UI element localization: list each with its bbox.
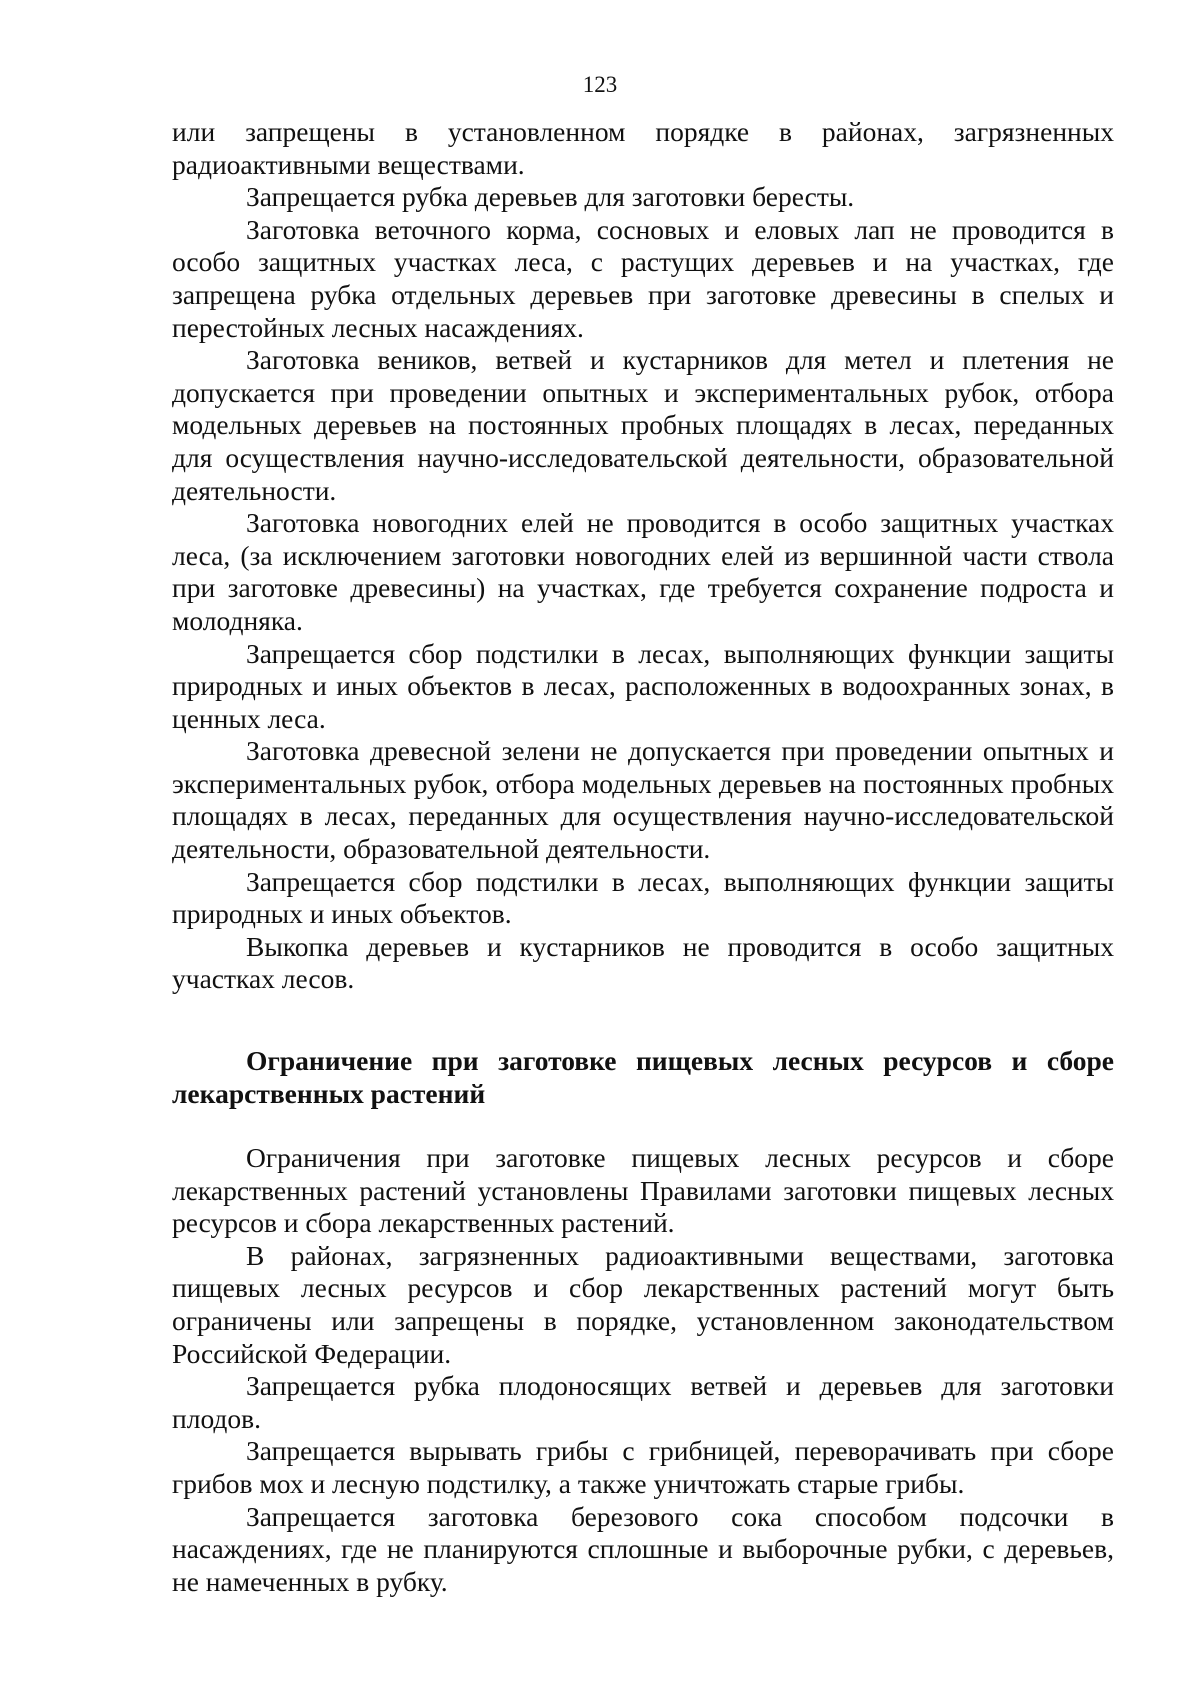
section-heading: Ограничение при заготовке пищевых лесных ресурсов и сборе лекарственных растений [172,1045,1114,1109]
paragraph: Выкопка деревьев и кустарников не проводится в особо защитных участках лесов. [172,930,1114,995]
paragraph: Запрещается заготовка березового сока способом подсочки в насаждениях, где не планируются сплошные и выборочные рубки, с деревьев, не намеченных в рубку. [172,1500,1114,1597]
paragraph: Ограничения при заготовке пищевых лесных ресурсов и сборе лекарственных растений установлены Правилами заготовки пищевых лесных ресурсов и сбора лекарственных растений. [172,1142,1114,1239]
page-number: 123 [582,72,618,97]
paragraph: Запрещается рубка плодоносящих ветвей и деревьев для заготовки плодов. [172,1370,1114,1434]
paragraph: или запрещены в установленном порядке в районах, загрязненных радиоактивными веществами. [172,116,1114,180]
section-1-body [172,116,1114,996]
paragraph: Запрещается сбор подстилки в лесах, выполняющих функции защиты природных и иных объектов. [172,865,1114,930]
paragraph: Запрещается рубка деревьев для заготовки бересты. [246,181,855,213]
section-2-body [172,1142,1114,1598]
paragraph: Запрещается сбор подстилки в лесах, выполняющих функции защиты природных и иных объектов в лесах, расположенных в водоохранных зонах, в ценных леса. [172,637,1114,734]
paragraph: Заготовка новогодних елей не проводится в особо защитных участках леса, (за исключением заготовки новогодних елей из вершинной части ствола при заготовке древесины) на участках, где требуется сохранение подроста и молодняка. [172,507,1114,636]
paragraph: Заготовка древесной зелени не допускается при проведении опытных и экспериментальных рубок, отбора модельных деревьев на постоянных пробных площадях в лесах, переданных для осуществления научно-исследовательской деятельности, образовательной деятельности. [172,735,1114,865]
paragraph: Запрещается вырывать грибы с грибницей, переворачивать при сборе грибов мох и лесную подстилку, а также уничтожать старые грибы. [172,1435,1114,1499]
paragraph: В районах, загрязненных радиоактивными веществами, заготовка пищевых лесных ресурсов и сбор лекарственных растений могут быть ограничены или запрещены в порядке, установленном законодательством Российской Федерации. [172,1239,1114,1369]
paragraph: Заготовка веников, ветвей и кустарников для метел и плетения не допускается при проведении опытных и экспериментальных рубок, отбора модельных деревьев на постоянных пробных площадях в лесах, переданных для осуществления научно-исследовательской деятельности, образовательной деятельности. [172,344,1114,506]
paragraph: Заготовка веточного корма, сосновых и еловых лап не проводится в особо защитных участках леса, с растущих деревьев и на участках, где запрещена рубка отдельных деревьев при заготовке древесины в спелых и перестойных лесных насаждениях. [172,213,1114,343]
